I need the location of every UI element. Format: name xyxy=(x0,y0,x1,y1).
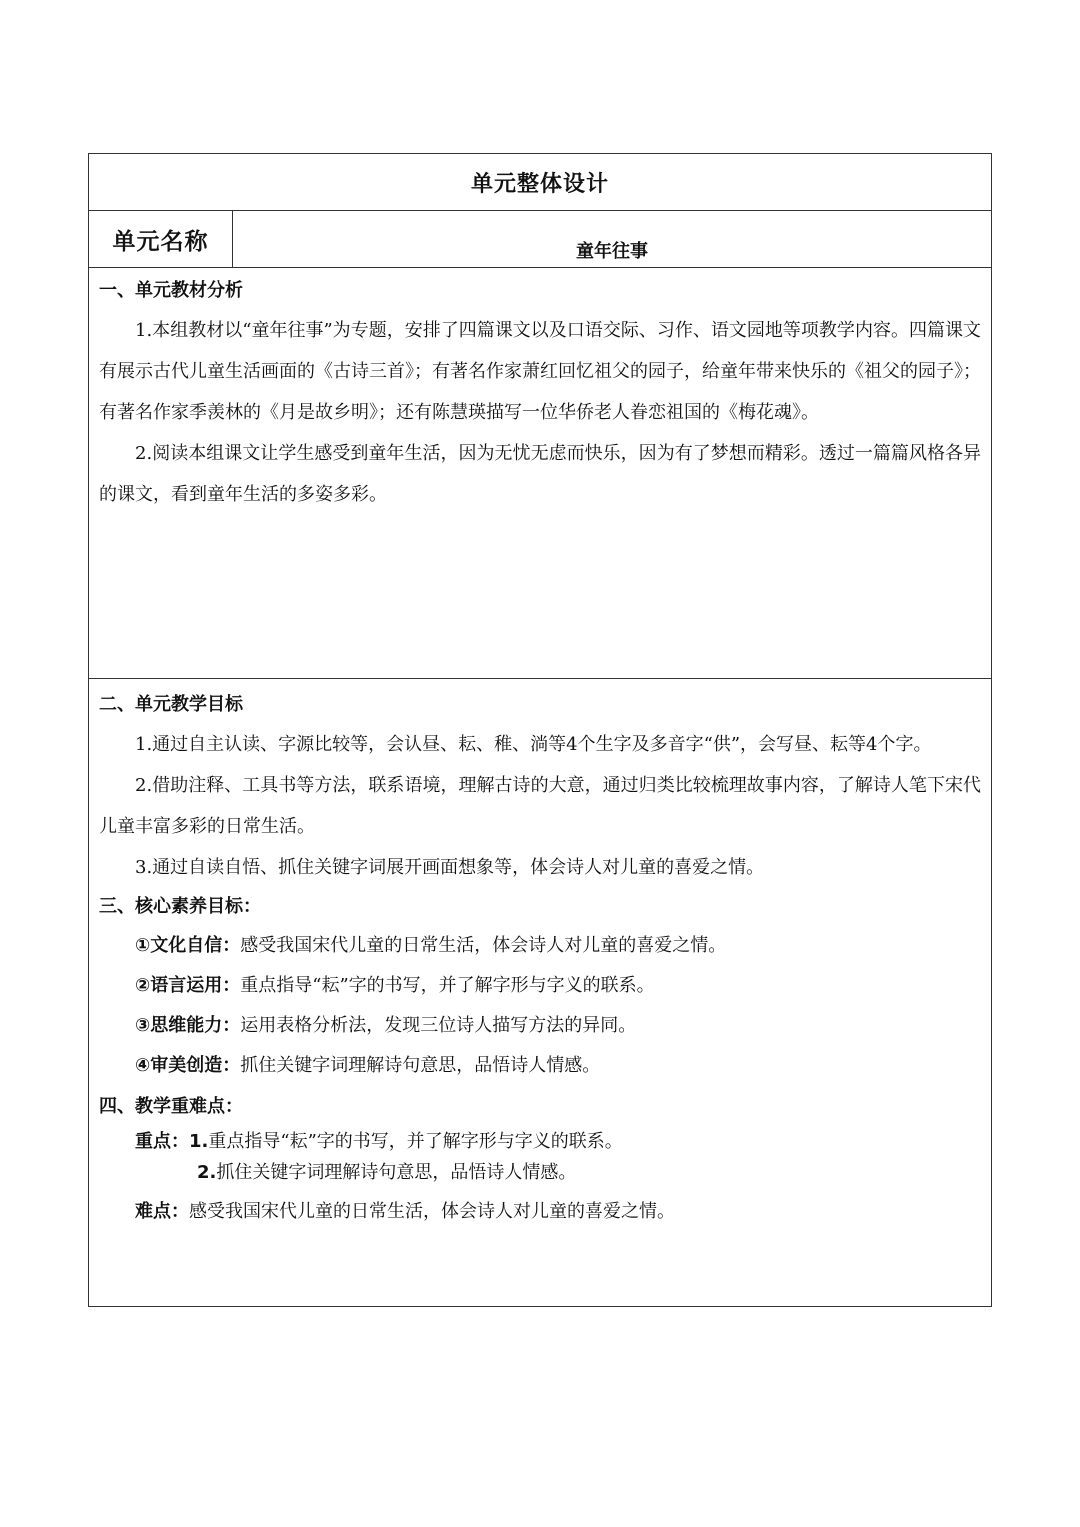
section3-heading: 三、核心素养目标： xyxy=(99,896,261,917)
key-point-text: 重点指导“耘”字的书写，并了解字形与字义的联系。 xyxy=(208,1131,623,1152)
core-goal-item xyxy=(99,966,981,1006)
core-goal-label: ④审美创造： xyxy=(135,1055,241,1076)
section-goals xyxy=(89,679,991,1306)
difficulty-label: 难点： xyxy=(135,1201,189,1222)
table-title: 单元整体设计 xyxy=(89,154,991,211)
section1-paragraph-2: 2.阅读本组课文让学生感受到童年生活，因为无忧无虑而快乐，因为有了梦想而精彩。透过一篇篇风格各异的课文，看到童年生活的多姿多彩。 xyxy=(99,443,981,505)
unit-name-value: 童年往事 xyxy=(576,241,648,262)
core-goal-item xyxy=(99,926,981,966)
key-point-label: 重点： xyxy=(135,1131,189,1152)
section2-paragraph-1: 1.通过自主认读、字源比较等，会认昼、耘、稚、淌等4个生字及多音字“供”，会写昼、耘等4个字。 xyxy=(135,734,932,755)
key-point-number: 2. xyxy=(197,1162,217,1183)
section2-heading: 二、单元教学目标 xyxy=(99,694,243,715)
key-point-number: 1. xyxy=(189,1131,209,1152)
unit-name-row xyxy=(89,211,991,268)
core-goal-label: ②语言运用： xyxy=(135,975,241,996)
core-goal-text: 感受我国宋代儿童的日常生活，体会诗人对儿童的喜爱之情。 xyxy=(240,935,727,956)
core-goal-label: ①文化自信： xyxy=(135,935,241,956)
section1-heading: 一、单元教材分析 xyxy=(99,280,243,301)
core-goal-item xyxy=(99,1006,981,1046)
unit-name-label: 单元名称 xyxy=(89,211,233,267)
difficulty-text: 感受我国宋代儿童的日常生活，体会诗人对儿童的喜爱之情。 xyxy=(189,1201,675,1222)
unit-design-table xyxy=(88,153,992,1307)
key-point-line xyxy=(135,1158,981,1188)
section-material-analysis xyxy=(89,268,991,679)
key-difficulty-block xyxy=(99,1126,981,1232)
section2-paragraph-3: 3.通过自读自悟、抓住关键字词展开画面想象等，体会诗人对儿童的喜爱之情。 xyxy=(135,857,765,878)
key-point-line xyxy=(135,1126,981,1158)
section1-paragraph-1: 1.本组教材以“童年往事”为专题，安排了四篇课文以及口语交际、习作、语文园地等项教学内容。四篇课文有展示古代儿童生活画面的《古诗三首》；有著名作家萧红回忆祖父的园子，给童年带来快乐的《祖父的园子》；有著名作家季羡林的《月是故乡明》；还有陈慧瑛描写一位华侨老人眷恋祖国的《梅花魂》。 xyxy=(99,320,981,423)
core-goal-text: 运用表格分析法，发现三位诗人描写方法的异同。 xyxy=(240,1015,637,1036)
section4-heading: 四、教学重难点： xyxy=(99,1096,243,1117)
core-goal-text: 抓住关键字词理解诗句意思，品悟诗人情感。 xyxy=(240,1055,601,1076)
section2-paragraph-2: 2.借助注释、工具书等方法，联系语境，理解古诗的大意，通过归类比较梳理故事内容，了解诗人笔下宋代儿童丰富多彩的日常生活。 xyxy=(99,775,981,837)
core-goal-label: ③思维能力： xyxy=(135,1015,241,1036)
key-point-text: 抓住关键字词理解诗句意思，品悟诗人情感。 xyxy=(216,1162,577,1183)
core-goal-text: 重点指导“耘”字的书写，并了解字形与字义的联系。 xyxy=(240,975,655,996)
core-goal-item xyxy=(99,1046,981,1086)
difficulty-line xyxy=(135,1192,981,1232)
